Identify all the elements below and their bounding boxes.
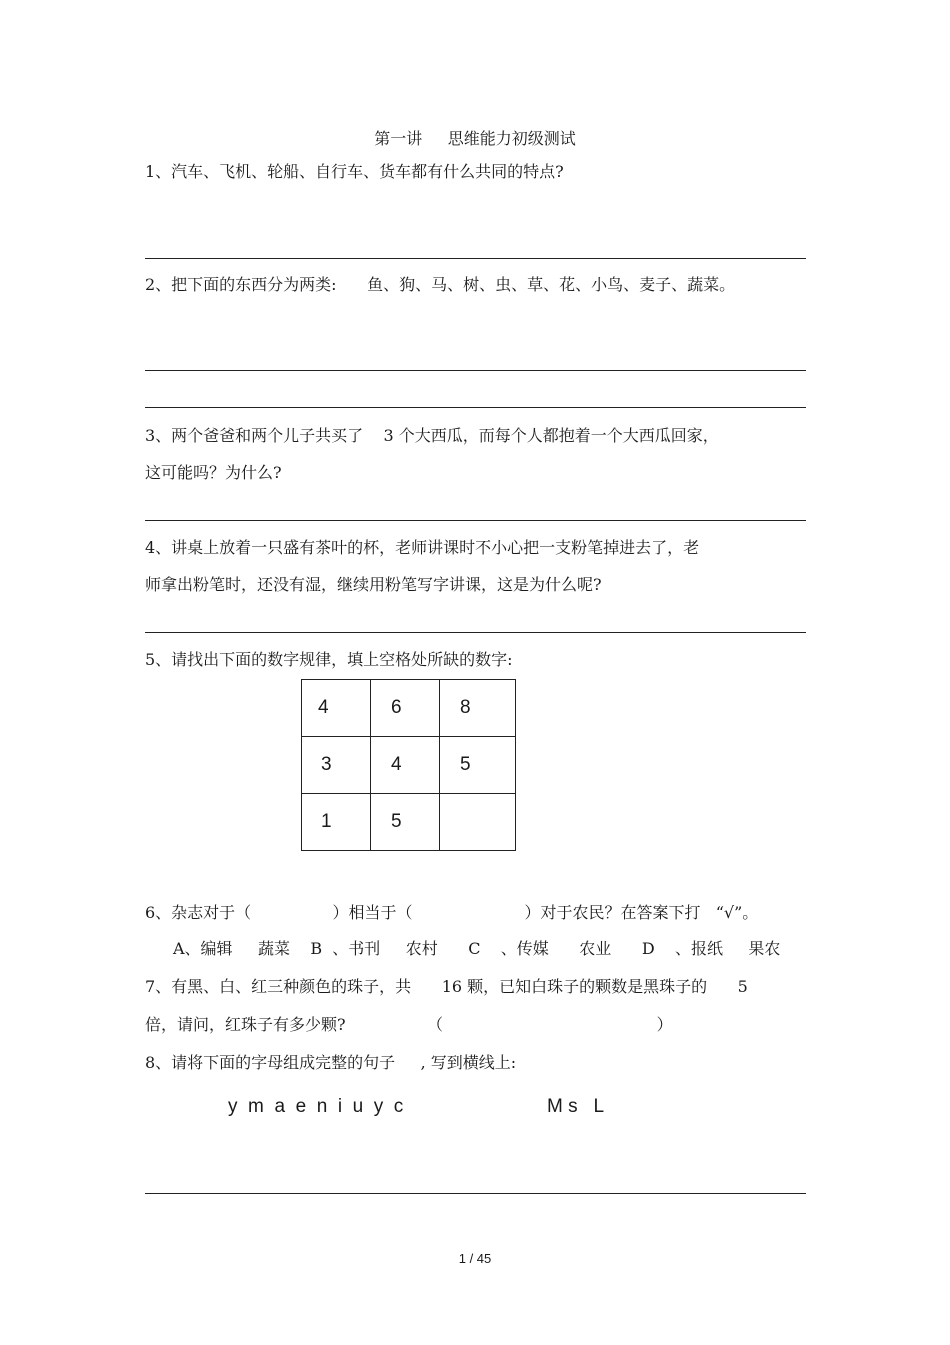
page-title: 第一讲 思维能力初级测试 [374,129,576,148]
scrambled-letters-capitals: M s L [547,1096,605,1117]
question-8: 8、请将下面的字母组成完整的句子 , 写到横线上: [145,1053,517,1072]
grid-cell: 3 [302,737,371,794]
answer-line-2a [145,370,806,371]
question-3-line-2: 这可能吗？为什么? [145,463,282,482]
question-6-options: A、编辑 蔬菜 B 、书刊 农村 C 、传媒 农业 D 、报纸 果农 [173,939,781,958]
question-6-line-1: 6、杂志对于（ ）相当于（ ）对于农民？在答案下打 “√”。 [145,903,759,922]
grid-cell: 8 [440,680,516,737]
grid-cell: 4 [371,737,440,794]
grid-cell: 4 [302,680,371,737]
answer-line-4 [145,632,806,633]
grid-row [302,794,516,851]
scrambled-letters: y m a e n i u y c [228,1096,404,1117]
question-3-line-1: 3、两个爸爸和两个儿子共买了 3 个大西瓜，而每个人都抱着一个大西瓜回家， [145,426,719,445]
grid-cell-blank[interactable] [440,794,516,851]
question-4-line-1: 4、讲桌上放着一只盛有茶叶的杯，老师讲课时不小心把一支粉笔掉进去了，老 [145,538,700,557]
grid-row [302,737,516,794]
question-2: 2、把下面的东西分为两类: 鱼、狗、马、树、虫、草、花、小鸟、麦子、蔬菜。 [145,275,736,294]
question-7-line-1: 7、有黑、白、红三种颜色的珠子，共 16 颗，已知白珠子的颗数是黑珠子的 5 [145,977,748,996]
number-grid [301,679,516,851]
question-1: 1、汽车、飞机、轮船、自行车、货车都有什么共同的特点? [145,162,564,181]
question-7-line-2: 倍，请问，红珠子有多少颗? （ ） [145,1015,673,1034]
answer-line-2b [145,407,806,408]
answer-line-8 [145,1193,806,1194]
grid-cell: 1 [302,794,371,851]
answer-line-3 [145,520,806,521]
grid-cell: 5 [371,794,440,851]
page-number: 1 / 45 [458,1251,492,1266]
grid-row [302,680,516,737]
answer-line-1 [145,258,806,259]
question-5: 5、请找出下面的数字规律，填上空格处所缺的数字: [145,650,513,669]
question-4-line-2: 师拿出粉笔时，还没有湿，继续用粉笔写字讲课，这是为什么呢? [145,575,602,594]
grid-cell: 6 [371,680,440,737]
grid-cell: 5 [440,737,516,794]
